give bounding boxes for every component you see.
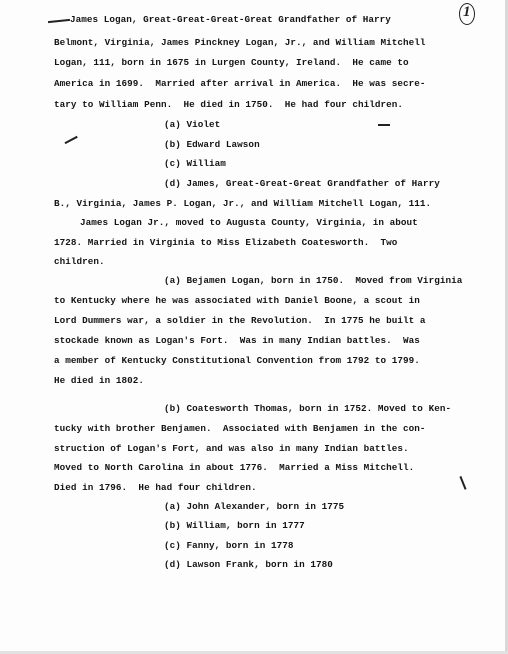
list-item: (b) Coatesworth Thomas, born in 1752. Moved to Ken- — [164, 403, 452, 414]
handwritten-arrow-mark — [48, 19, 70, 23]
list-item: (c) Fanny, born in 1778 — [164, 540, 294, 551]
text-line: Died in 1796. He had four children. — [54, 482, 257, 493]
text-line: Belmont, Virginia, James Pinckney Logan, Jr., and William Mitchell — [54, 37, 426, 48]
text-line: James Logan Jr., moved to Augusta County, Virginia, in about — [80, 217, 418, 228]
list-item: (d) James, Great-Great-Great Grandfather of Harry — [164, 178, 440, 189]
list-item: (a) Bejamen Logan, born in 1750. Moved from Virginia — [164, 275, 463, 286]
text-line: to Kentucky where he was associated with Daniel Boone, a scout in — [54, 295, 420, 306]
text-line: a member of Kentucky Constitutional Convention from 1792 to 1799. — [54, 355, 420, 366]
list-item: (a) Violet — [164, 119, 221, 130]
text-line: struction of Logan's Fort, and was also in many Indian battles. — [54, 443, 409, 454]
text-line: tary to William Penn. He died in 1750. He had four children. — [54, 99, 403, 110]
text-line: B., Virginia, James P. Logan, Jr., and William Mitchell Logan, 111. — [54, 198, 432, 209]
list-item: (b) William, born in 1777 — [164, 520, 305, 531]
handwritten-slash-mark — [459, 476, 466, 490]
list-item: (c) William — [164, 158, 226, 169]
text-line: James Logan, Great-Great-Great-Great Grandfather of Harry — [70, 14, 391, 25]
list-item: (b) Edward Lawson — [164, 139, 260, 150]
text-line: He died in 1802. — [54, 375, 145, 386]
text-line: children. — [54, 256, 105, 267]
list-item: (d) Lawson Frank, born in 1780 — [164, 559, 333, 570]
list-item: (a) John Alexander, born in 1775 — [164, 501, 345, 512]
text-line: Moved to North Carolina in about 1776. Married a Miss Mitchell. — [54, 462, 415, 473]
text-line: 1728. Married in Virginia to Miss Elizabeth Coatesworth. Two — [54, 237, 398, 248]
text-line: America in 1699. Married after arrival in America. He was secre- — [54, 78, 426, 89]
handwritten-dash-mark — [378, 124, 390, 126]
text-line: tucky with brother Benjamen. Associated with Benjamen in the con- — [54, 423, 426, 434]
page-number: 1 — [462, 4, 482, 26]
text-line: Logan, 111, born in 1675 in Lurgen County, Ireland. He came to — [54, 57, 409, 68]
text-line: stockade known as Logan's Fort. Was in many Indian battles. Was — [54, 335, 420, 346]
text-line: Lord Dummers war, a soldier in the Revolution. In 1775 he built a — [54, 315, 426, 326]
handwritten-tick-mark — [64, 136, 77, 144]
